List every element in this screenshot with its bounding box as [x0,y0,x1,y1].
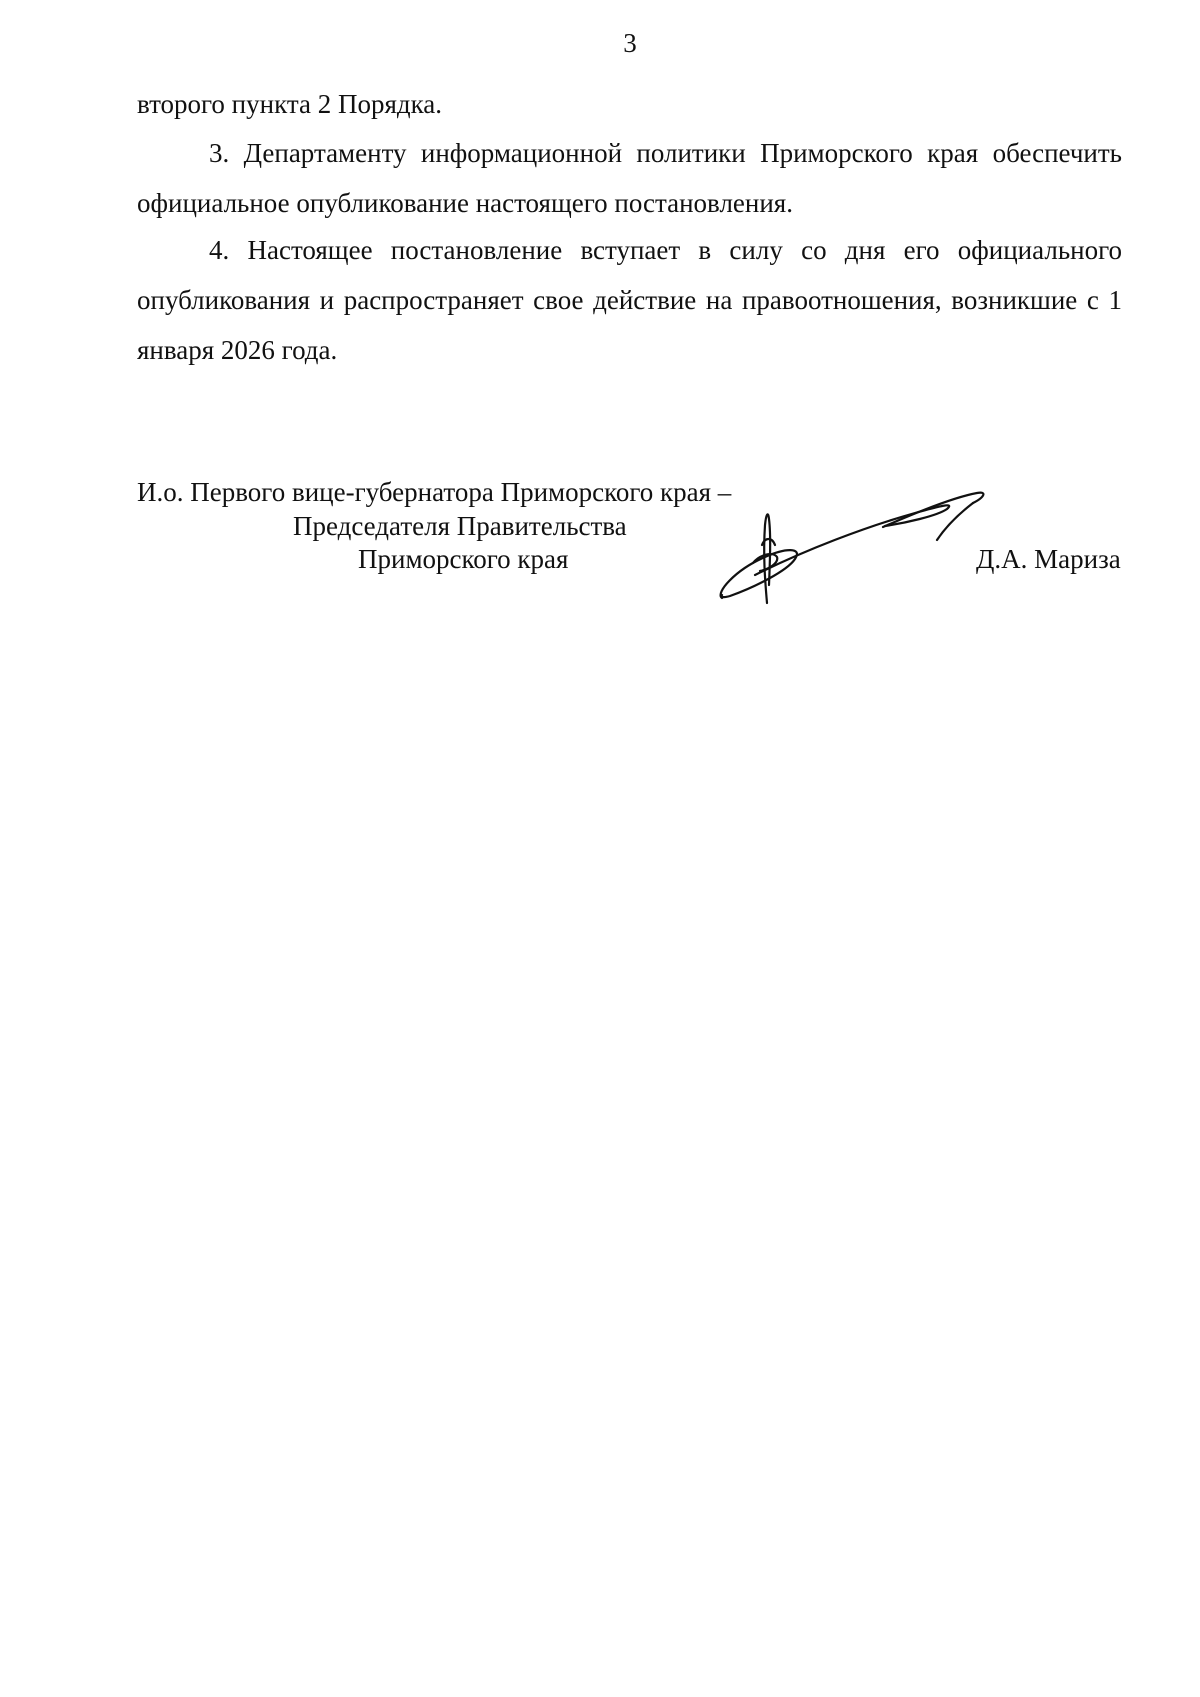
paragraph-item-4: 4. Настоящее постановление вступает в силу со дня его официального опубликования и распространяет свое действие на правоотношения, возникшие с 1 января 2026 года. [137,235,1122,365]
paragraph-item-3: 3. Департаменту информационной политики Приморского края обеспечить официальное опубликование настоящего постановления. [137,138,1122,218]
page-number: 3 [623,28,637,58]
signatory-name: Д.А. Мариза [976,544,1121,574]
paragraph-continuation: второго пункта 2 Порядка. [137,89,443,119]
handwritten-signature [715,485,1015,605]
signatory-title-line-3: Приморского края [358,544,569,574]
signatory-title-line-2: Председателя Правительства [293,511,627,541]
signatory-title-line-1: И.о. Первого вице-губернатора Приморского края – [137,477,732,507]
